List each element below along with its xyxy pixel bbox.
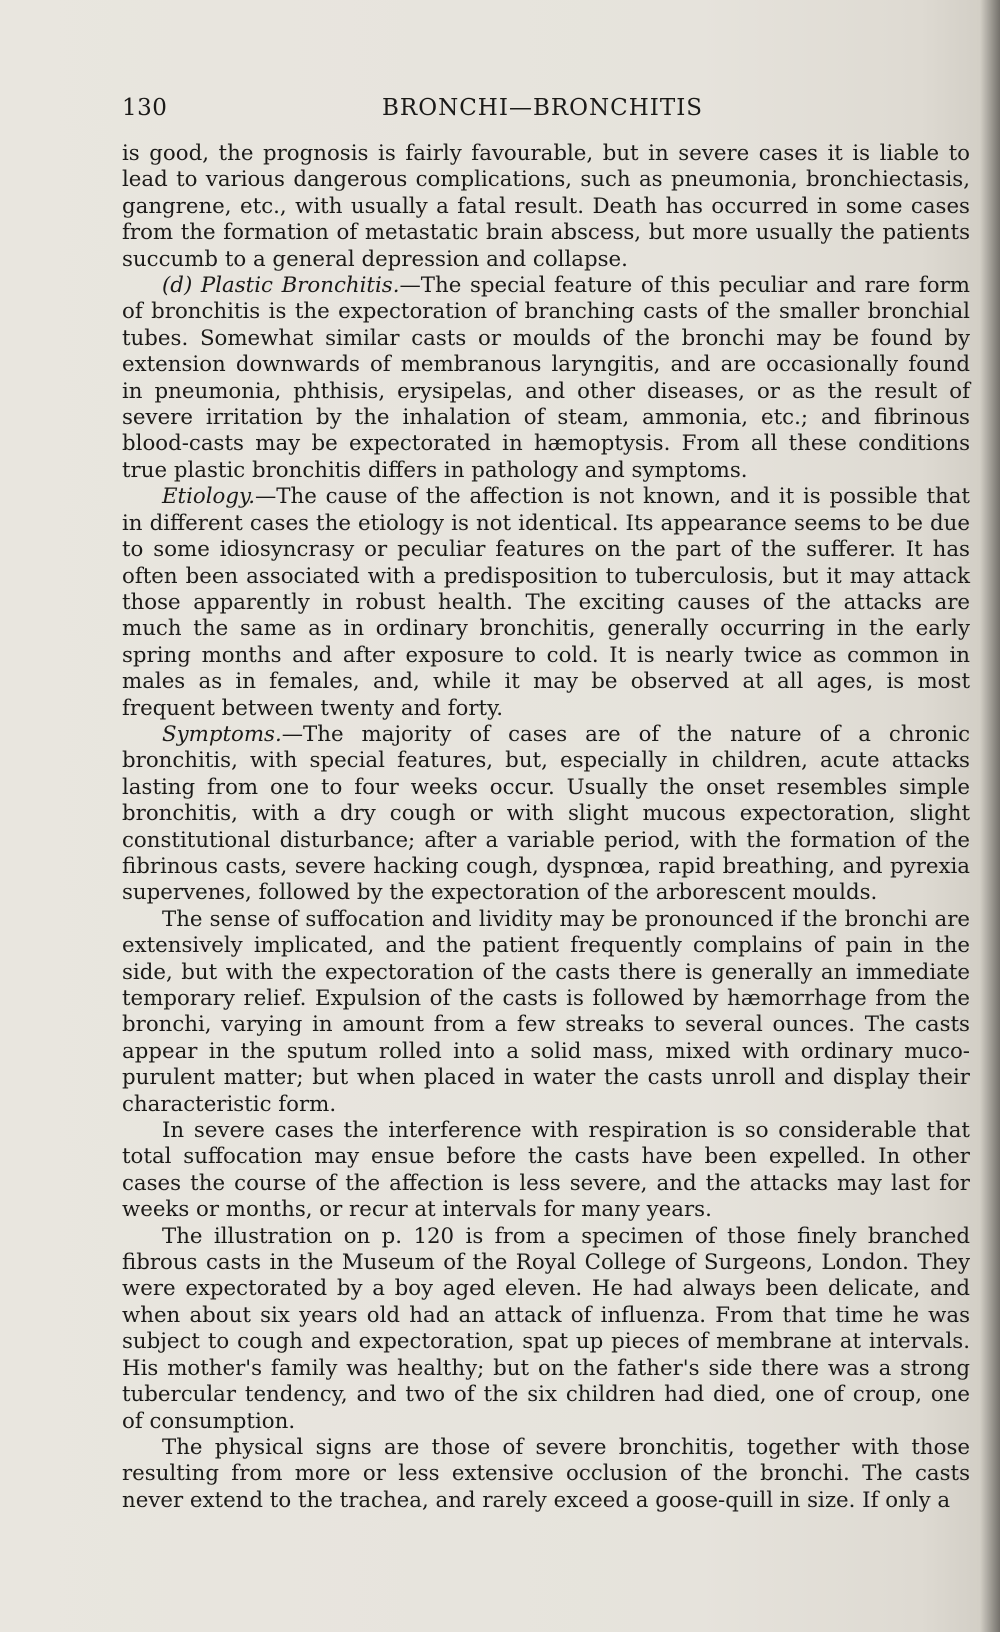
section-heading-symptoms: Symptoms. <box>162 721 282 747</box>
paragraph-physical-signs <box>122 1435 970 1514</box>
paragraph-suffocation <box>122 907 970 1118</box>
paragraph-text: is good, the prognosis is fairly favourable, but in severe cases it is liable to lead to various dangerous complications, such as pneumonia, bronchiectasis, gangrene, etc., with usually a fatal result. Death has occurred in some cases from the formation of metastatic brain abscess, but more usually the patients succumb to a general depression and collapse. <box>122 141 970 272</box>
paragraph-text: The illustration on p. 120 is from a specimen of those finely branched fibrous casts in the Museum of the Royal College of Surgeons, London. They were expectorated by a boy aged eleven. He had always been delicate, and when about six years old had an attack of influenza. From that time he was subject to cough and expectoration, spat up pieces of membrane at intervals. His mother's family was healthy; but on the father's side there was a strong tubercular tendency, and two of the six children had died, one of croup, one of consumption. <box>122 1223 970 1434</box>
paragraph-severe-cases <box>122 1118 970 1224</box>
running-head <box>122 85 970 141</box>
paragraph-text: —The special feature of this peculiar and rare form of bronchitis is the expectoration of branching casts of the smaller bronchial tubes. Somewhat similar casts or moulds of the bronchi may be found by extension downwards of membranous laryngitis, and are occasionally found in pneumonia, phthisis, erysipelas, and other diseases, or as the result of severe irritation by the inhalation of steam, ammonia, etc.; and fibrinous blood-casts may be expectorated in hæmoptysis. From all these conditions true plastic bronchitis differs in pathology and symptoms. <box>122 273 970 483</box>
page-text-block <box>122 85 970 1514</box>
section-heading-plastic-bronchitis: (d) Plastic Bronchitis. <box>162 273 400 299</box>
paragraph-text: —The majority of cases are of the nature of a chronic bronchitis, with special features, but, especially in children, acute attacks lasting from one to four weeks occur. Usually the onset resembles simple bronchitis, with a dry cough or with slight mucous expectoration, slight constitutional disturbance; after a variable period, with the formation of the fibrinous casts, severe hacking cough, dyspnœa, rapid breathing, and pyrexia supervenes, followed by the expectoration of the arborescent moulds. <box>122 721 970 906</box>
paragraph-continuation <box>122 141 970 273</box>
running-title: BRONCHI—BRONCHITIS <box>382 95 704 121</box>
paragraph-illustration <box>122 1224 970 1435</box>
paragraph-symptoms <box>122 722 970 907</box>
paragraph-text: The sense of suffocation and lividity may be pronounced if the bronchi are extensively implicated, and the patient frequently complains of pain in the side, but with the expectoration of the casts there is generally an immediate temporary relief. Expulsion of the casts is followed by hæmorrhage from the bronchi, varying in amount from a few streaks to several ounces. The casts appear in the sputum rolled into a solid mass, mixed with ordinary muco-purulent matter; but when placed in water the casts unroll and display their characteristic form. <box>122 906 970 1117</box>
paragraph-etiology <box>122 484 970 722</box>
page-number: 130 <box>122 95 168 121</box>
paragraph-text: The physical signs are those of severe bronchitis, together with those resulting from more or less extensive occlusion of the bronchi. The casts never extend to the trachea, and rarely exceed a goose-quill in size. If only a <box>122 1434 970 1513</box>
paragraph-text: In severe cases the interference with respiration is so considerable that total suffocation may ensue before the casts have been expelled. In other cases the course of the affection is less severe, and the attacks may last for weeks or months, or recur at intervals for many years. <box>122 1118 970 1223</box>
paragraph-plastic-bronchitis <box>122 273 970 484</box>
section-heading-etiology: Etiology. <box>162 484 255 510</box>
paragraph-text: —The cause of the affection is not known, and it is possible that in different cases the etiology is not identical. Its appearance seems to be due to some idiosyncrasy or peculiar features on the part of the sufferer. It has often been associated with a predisposition to tuberculosis, but it may attack those apparently in robust health. The exciting causes of the attacks are much the same as in ordinary bronchitis, generally occurring in the early spring months and after exposure to cold. It is nearly twice as common in males as in females, and, while it may be observed at all ages, is most frequent between twenty and forty. <box>122 484 970 721</box>
